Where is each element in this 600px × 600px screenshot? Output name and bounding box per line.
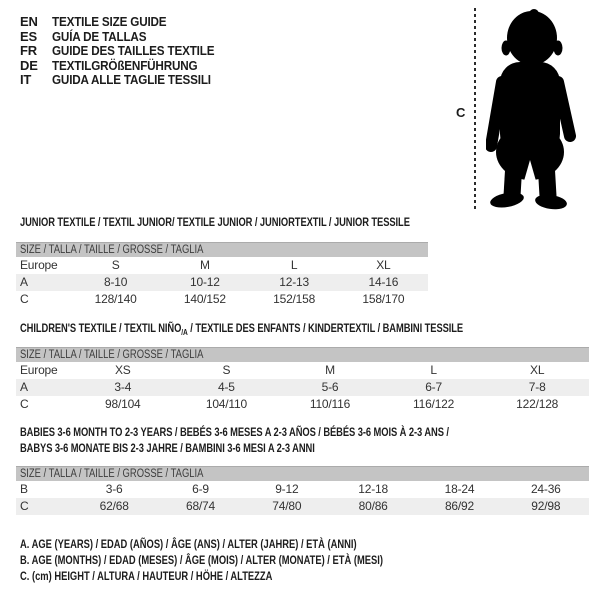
months-cell: 18-24 <box>444 482 475 496</box>
language-code: ES <box>20 28 37 44</box>
size-header-bar <box>16 242 428 257</box>
footnote-b: B. AGE (MONTHS) / EDAD (MESES) / ÂGE (MOIS) / ALTER (MONATE) / ETÀ (MESI) <box>20 553 383 567</box>
height-cell: 92/98 <box>531 499 561 513</box>
children-size-table <box>16 347 589 413</box>
title-line-1: BABIES 3-6 MONTH TO 2-3 YEARS / BEBÉS 3-6 MESES A 2-3 AÑOS / BÉBÉS 3-6 MOIS À 2-3 ANS / <box>20 425 449 439</box>
height-cell: 74/80 <box>272 499 302 513</box>
title-part: CHILDREN'S TEXTILE / TEXTIL NIÑO <box>20 321 182 335</box>
height-cell: 62/68 <box>99 499 129 513</box>
footnote-c: C. (cm) HEIGHT / ALTURA / HAUTEUR / HÖHE / ALTEZZA <box>20 569 273 583</box>
children-row-europe <box>16 362 589 379</box>
footnote-a: A. AGE (YEARS) / EDAD (AÑOS) / ÂGE (ANS) / ALTER (JAHRE) / ETÀ (ANNI) <box>20 537 357 551</box>
height-cell: 152/158 <box>273 292 316 306</box>
height-cell: 98/104 <box>105 397 141 411</box>
size-cell: XS <box>114 363 131 377</box>
row-label: C <box>20 499 29 513</box>
age-cell: 6-7 <box>425 380 442 394</box>
age-cell: 12-13 <box>279 275 309 289</box>
language-code: DE <box>20 57 38 73</box>
size-cell: L <box>430 363 437 377</box>
height-cell: 140/152 <box>183 292 226 306</box>
guide-title: GUIDE DES TAILLES TEXTILE <box>52 43 215 58</box>
height-cell: 122/128 <box>516 397 559 411</box>
row-label: B <box>20 482 28 496</box>
junior-row-age <box>16 274 428 291</box>
legend-footnotes <box>20 536 485 584</box>
size-header-bar <box>16 466 589 481</box>
size-header-label: SIZE / TALLA / TAILLE / GRÖSSE / TAGLIA <box>20 349 204 361</box>
height-cell: 104/110 <box>205 397 247 411</box>
age-cell: 5-6 <box>321 380 339 394</box>
language-code: FR <box>20 43 37 58</box>
children-row-height <box>16 396 589 413</box>
guide-title: TEXTILGRÖßENFÜHRUNG <box>52 57 198 73</box>
children-row-age <box>16 379 589 396</box>
height-label: C <box>456 105 466 120</box>
language-code: IT <box>20 72 32 87</box>
section-title-children <box>20 321 463 337</box>
section-title-junior: JUNIOR TEXTILE / TEXTIL JUNIOR/ TEXTILE JUNIOR / JUNIORTEXTIL / JUNIOR TESSILE <box>20 215 410 229</box>
babies-row-months <box>16 481 589 498</box>
size-header-bar <box>16 347 589 362</box>
height-cell: 116/122 <box>413 397 455 411</box>
babies-size-table <box>16 466 589 515</box>
age-cell: 4-5 <box>218 380 235 394</box>
size-cell: L <box>290 258 298 272</box>
age-cell: 3-4 <box>114 380 132 394</box>
language-code: EN <box>20 14 38 29</box>
size-cell: M <box>199 258 210 272</box>
title-line-2: BABYS 3-6 MONATE BIS 2-3 JAHRE / BAMBINI 3-6 MESI A 2-3 ANNI <box>20 441 315 455</box>
height-cell: 68/74 <box>185 499 215 513</box>
months-cell: 3-6 <box>105 482 123 496</box>
language-row-it <box>20 73 232 88</box>
guide-title: GUÍA DE TALLAS <box>52 28 147 44</box>
age-cell: 8-10 <box>104 275 128 289</box>
babies-row-height <box>16 498 589 515</box>
language-title-list <box>20 15 232 88</box>
height-cell: 158/170 <box>362 292 405 306</box>
language-row-de <box>20 59 232 74</box>
size-cell: S <box>111 258 120 272</box>
size-header-label: SIZE / TALLA / TAILLE / GRÖSSE / TAGLIA <box>20 468 204 480</box>
row-label: Europe <box>20 363 58 377</box>
guide-title: GUIDA ALLE TAGLIE TESSILI <box>52 72 211 87</box>
months-cell: 6-9 <box>192 482 209 496</box>
baby-figure <box>452 4 598 216</box>
height-cell: 80/86 <box>358 499 388 513</box>
row-label: C <box>20 397 29 411</box>
row-label: C <box>20 292 29 306</box>
junior-row-europe <box>16 257 428 274</box>
guide-title: TEXTILE SIZE GUIDE <box>52 14 167 29</box>
junior-row-height <box>16 291 428 308</box>
title-part: / TEXTILE DES ENFANTS / KINDERTEXTIL / BAMBINI TESSILE <box>187 321 464 335</box>
height-cell: 86/92 <box>444 499 474 513</box>
language-row-es <box>20 30 232 45</box>
size-cell: M <box>325 363 335 377</box>
height-cell: 128/140 <box>94 292 137 306</box>
size-cell: S <box>222 363 231 377</box>
age-cell: 10-12 <box>190 275 220 289</box>
junior-size-table <box>16 242 428 308</box>
title-subscript: /A <box>181 327 188 337</box>
months-cell: 9-12 <box>275 482 299 496</box>
months-cell: 24-36 <box>530 482 561 496</box>
baby-silhouette-icon <box>486 4 576 216</box>
row-label: A <box>20 275 28 289</box>
language-row-fr <box>20 44 232 59</box>
size-cell: XL <box>530 363 545 377</box>
months-cell: 12-18 <box>358 482 388 496</box>
language-row-en <box>20 15 232 30</box>
age-cell: 7-8 <box>528 380 546 394</box>
height-cell: 110/116 <box>309 397 351 411</box>
age-cell: 14-16 <box>368 275 399 289</box>
row-label: Europe <box>20 258 58 272</box>
height-measure-line <box>474 8 476 212</box>
size-header-label: SIZE / TALLA / TAILLE / GRÖSSE / TAGLIA <box>20 244 204 256</box>
size-cell: XL <box>376 258 391 272</box>
section-title-babies <box>20 424 449 456</box>
row-label: A <box>20 380 28 394</box>
